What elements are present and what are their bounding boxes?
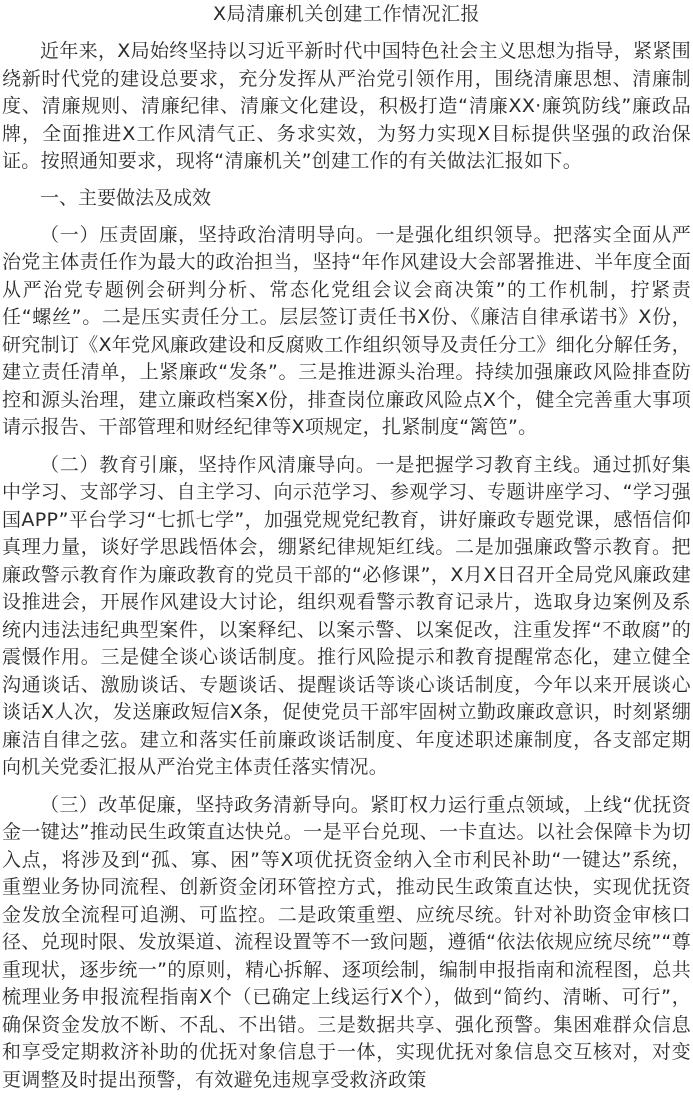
section-heading-main-practices: 一、主要做法及成效 xyxy=(40,186,212,209)
document-title: X局清廉机关创建工作情况汇报 xyxy=(212,3,481,25)
intro-paragraph: 近年来，X局始终坚持以习近平新时代中国特色社会主义思想为指导，紧紧围绕新时代党的建设总要求，充分发挥从严治党引领作用，围绕清廉思想、清廉制度、清廉规则、清廉纪律、清廉文化建设，积极打造“清廉XX·廉筑防线”廉政品牌，全面推进X工作风清气正、务求实效，为努力实现X目标提供坚强的政治保证。按照通知要求，现将“清廉机关”创建工作的有关做法汇报如下。 xyxy=(2,40,691,172)
paragraph-education: （二）教育引廉，坚持作风清廉导向。一是把握学习教育主线。通过抓好集中学习、支部学习、自主学习、向示范学习、参观学习、专题讲座学习、“学习强国APP”平台学习“七抓七学”，加强党规党纪教育，讲好廉政专题党课，感悟信仰真理力量，谈好学思践悟体会，绷紧纪律规矩红线。二是加强廉政警示教育。把廉政警示教育作为廉政教育的党员干部的“必修课”，X月X日召开全局党风廉政建设推进会，开展作风建设大讨论，组织观看警示教育记录片，选取身边案例及系统内违法违纪典型案件，以案释纪、以案示警、以案促改，注重发挥“不敢腐”的震慑作用。三是健全谈心谈话制度。推行风险提示和教育提醒常态化，建立健全沟通谈话、激励谈话、专题谈话、提醒谈话等谈心谈话制度，今年以来开展谈心谈话X人次，发送廉政短信X条，促使党员干部牢固树立勤政廉政意识，时刻紧绷廉洁自律之弦。建立和落实任前廉政谈话制度、年度述职述廉制度，各支部定期向机关党委汇报从严治党主体责任落实情况。 xyxy=(2,453,691,778)
paragraph-accountability: （一）压责固廉，坚持政治清明导向。一是强化组织领导。把落实全面从严治党主体责任作为最大的政治担当，坚持“年作风建设大会部署推进、半年度全面从严治党专题例会研判分析、常态化党组会议会商决策”的工作机制，拧紧责任“螺丝”。二是压实责任分工。层层签订责任书X份、《廉洁自律承诺书》X份，研究制订《X年党风廉政建设和反腐败工作组织领导及责任分工》细化分解任务，建立责任清单，上紧廉政“发条”。三是推进源头治理。持续加强廉政风险排查防控和源头治理，建立廉政档案X份，排查岗位廉政风险点X个，健全完善重大事项请示报告、干部管理和财经纪律等X项规定，扎紧制度“篱笆”。 xyxy=(2,223,691,438)
paragraph-reform: （三）改革促廉，坚持政务清新导向。紧盯权力运行重点领域，上线“优抚资金一键达”推动民生政策直达快兑。一是平台兑现、一卡直达。以社会保障卡为切入点，将涉及到“孤、寡、困”等X项优抚资金纳入全市利民补助“一键达”系统，重塑业务协同流程、创新资金闭环管控方式，推动民生政策直达快，实现优抚资金发放全流程可追溯、可监控。二是政策重塑、应统尽统。针对补助资金审核口径、兑现时限、发放渠道、流程设置等不一致问题，遵循“依法依规应统尽统”“尊重现状，逐步统一”的原则，精心拆解、逐项绘制，编制申报指南和流程图，总共梳理业务申报流程指南X个（已确定上线运行X个），做到“简约、清晰、可行”，确保资金发放不断、不乱、不出错。三是数据共享、强化预警。集困难群众信息和享受定期救济补助的优抚对象信息于一体，实现优抚对象信息交互核对，对变更调整及时提出预警，有效避免违规享受救济政策 xyxy=(2,793,691,1091)
